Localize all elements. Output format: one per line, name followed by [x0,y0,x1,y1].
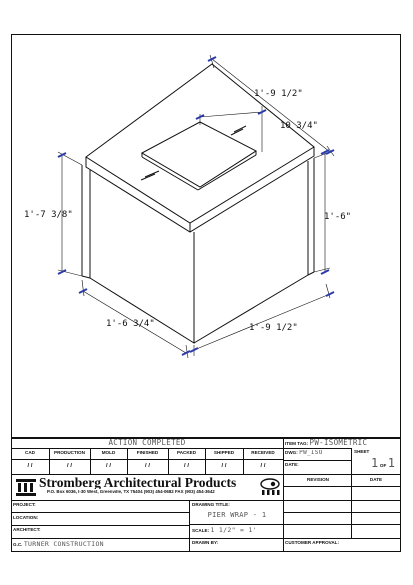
dimension-lines [58,55,334,358]
company-logo-right [259,477,281,497]
status-column-date: / / [183,463,189,469]
gc-label: G.C. [13,542,23,547]
architect-label: ARCHITECT: [13,528,41,532]
status-column-header: SHIPPED [213,451,235,455]
dimension-ticks [58,57,334,355]
item-tag-label: ITEM TAG: [285,441,309,446]
drawing-title-value: PIER WRAP - 1 [207,512,267,519]
company-address: P.O. Box 6036, I-30 West, Greenville, TX 75404 (903) 454-0682 FAX (903) 454-3642 [47,490,215,494]
body-right-face [194,161,308,343]
status-column-date: / / [66,463,72,469]
status-column-header: MOLD [101,451,116,455]
dwg-field [285,450,349,459]
gc-value: TURNER CONSTRUCTION [23,541,104,548]
status-column-date: / / [221,463,227,469]
status-column-header: CAD [25,451,35,455]
body-left-face [90,170,194,343]
customer-approval-label: CUSTOMER APPROVAL: [285,541,340,545]
date-label: DATE: [285,463,299,467]
status-column-header: PACKED [176,451,197,455]
cap-top-face [86,64,314,223]
dim-opening: 10 3/4" [280,121,318,131]
scale-label: SCALE: [192,528,210,533]
dwg-label: DWG: [285,450,298,455]
logo-icon [15,477,37,497]
title-block [11,437,401,552]
revision-date-header: DATE [369,478,383,482]
dim-left-height: 1'-7 3/8" [24,210,73,220]
dim-right-height: 1'-6" [324,212,352,222]
item-tag-value: PW-ISOMETRIC [309,439,368,447]
top-opening [142,122,256,187]
status-column-date: / / [105,463,111,469]
status-column-date: / / [27,463,33,469]
action-completed-title: ACTION COMPLETED [108,439,186,447]
status-column-header: PRODUCTION [54,451,85,455]
revision-header: REVISION [307,478,329,482]
drawn-by-label: DRAWN BY: [192,541,219,545]
scroll-logo-icon [259,477,281,497]
dim-top-width: 1'-9 1/2" [254,89,303,99]
scale-field [192,527,282,537]
location-label: LOCATION: [13,516,39,520]
gc-field [13,541,187,551]
sheet-current: 1 [371,457,379,470]
status-column-date: / / [144,463,150,469]
company-name: Stromberg Architectural Products [39,476,237,489]
scale-value: 1 1/2" = 1' [210,527,257,534]
status-column-header: FINISHED [136,451,159,455]
item-tag [285,439,399,448]
status-column-date: / / [260,463,266,469]
sheet-number [371,457,401,473]
dim-bottom-right: 1'-9 1/2" [249,323,298,333]
dwg-value: PW_ISO [299,450,323,456]
project-label: PROJECT: [13,503,36,507]
sheet-label: SHEET [354,450,370,454]
cap-edge [86,147,314,232]
dim-bottom-left: 1'-6 3/4" [106,319,155,329]
company-logo-left [15,477,37,497]
sheet-total: 1 [387,457,396,470]
status-column-header: RECEIVED [251,451,275,455]
drawing-title-label: DRAWING TITLE: [192,503,230,507]
sheet-of-label: OF [379,463,387,468]
